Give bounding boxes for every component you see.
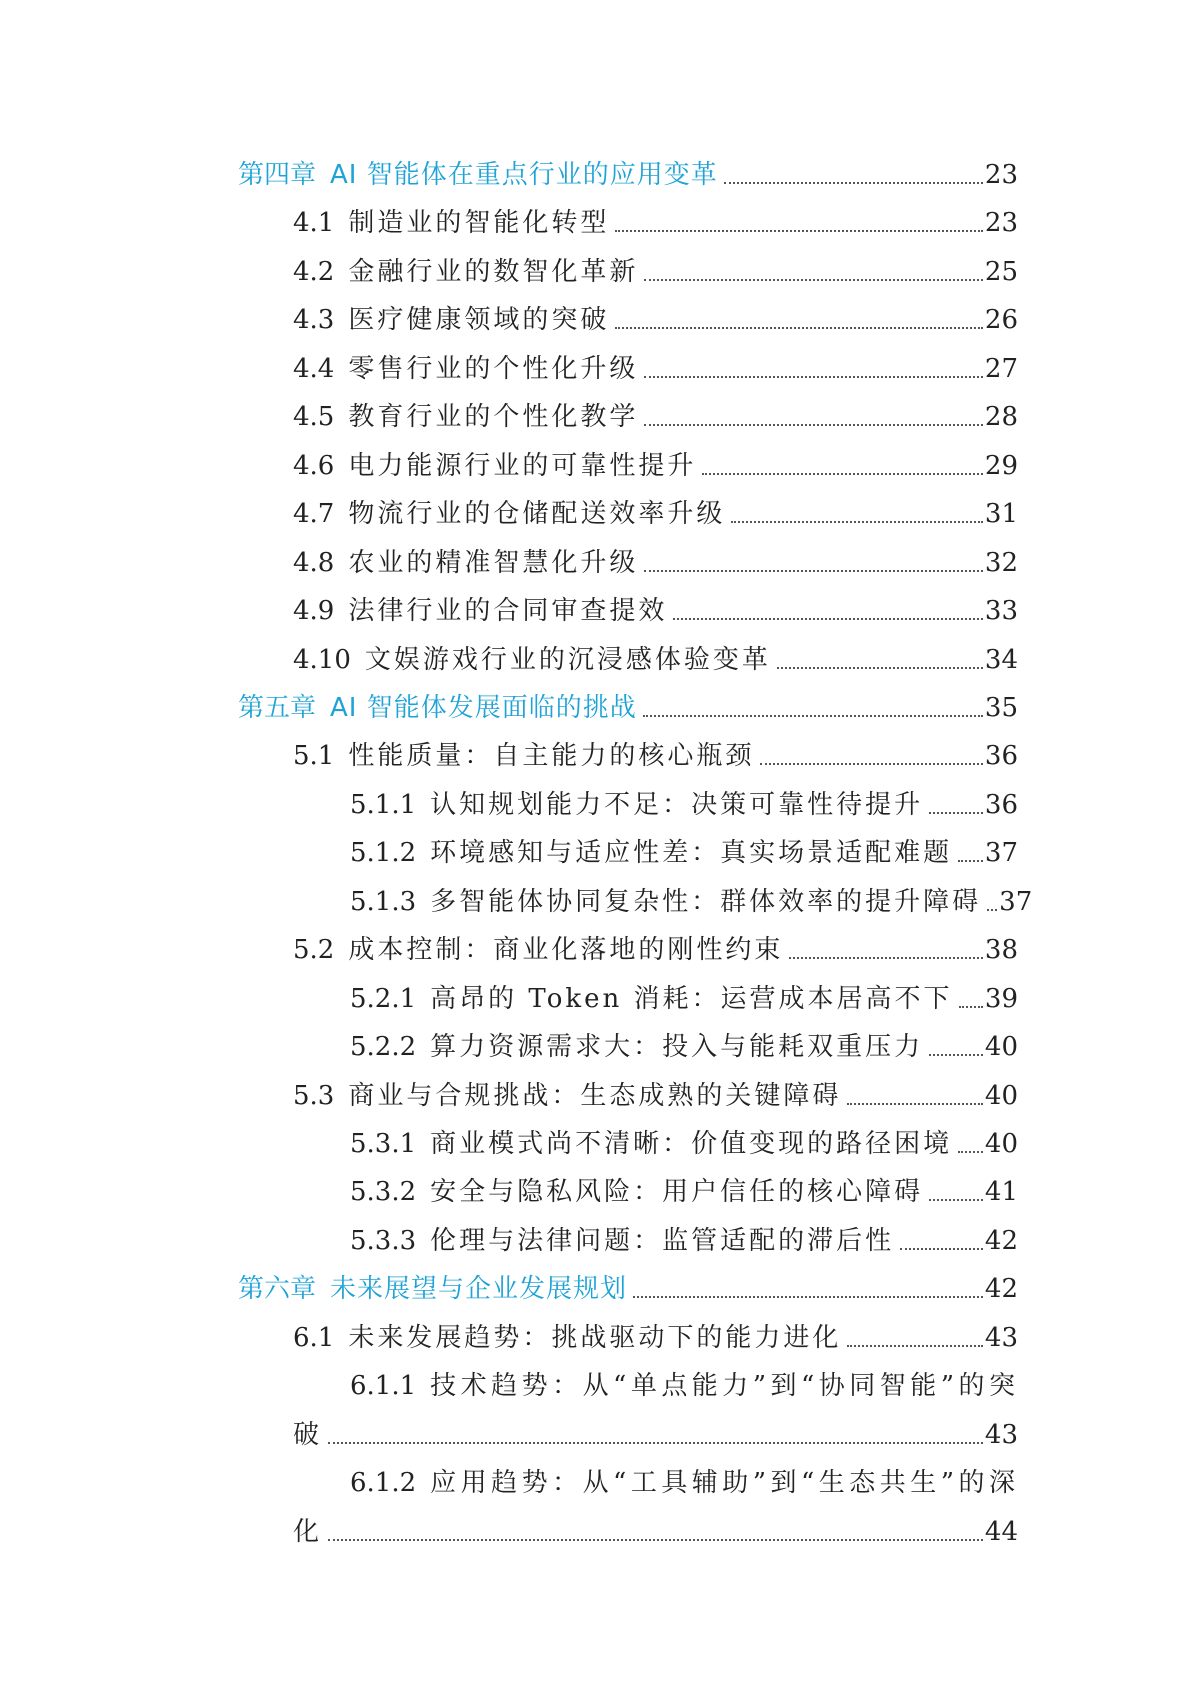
toc-entry-number: 4.4 [293,353,335,384]
toc-entry-21[interactable] [350,1127,1018,1161]
toc-page-number: 40 [984,1032,1018,1063]
toc-entry-title: 成本控制：商业化落地的刚性约束 [348,935,784,966]
toc-entry-6-1-2[interactable] [350,1466,1018,1500]
toc-entry-number: 6.1 [293,1322,335,1353]
toc-chapter-1[interactable] [238,158,1018,192]
toc-entry-title: AI 智能体在重点行业的应用变革 [330,160,718,190]
toc-entry-label [293,1321,841,1355]
toc-entry-title: 环境感知与适应性差：真实场景适配难题 [430,838,953,869]
toc-page-number: 36 [984,741,1018,772]
toc-entry-title: 电力能源行业的可靠性提升 [348,450,697,481]
toc-entry-5[interactable] [293,352,1018,386]
toc-entry-continuation[interactable] [293,1418,1018,1452]
toc-entry-title: 未来展望与企业发展规划 [330,1274,628,1305]
toc-entry-title: AI 智能体发展面临的挑战 [330,692,637,723]
toc-page-number: 43 [984,1322,1018,1353]
dot-leader [328,1539,983,1541]
dot-leader [987,909,997,911]
toc-entry-number: 4.1 [293,208,335,239]
toc-entry-title: 算力资源需求大：投入与能耗双重压力 [430,1032,924,1063]
toc-entry-label [350,982,953,1016]
toc-entry-9[interactable] [293,546,1018,580]
toc-entry-2[interactable] [293,206,1018,240]
toc-entry-label [293,255,638,289]
toc-page-number: 27 [984,353,1018,384]
toc-entry-11[interactable] [293,643,1018,677]
dot-leader [644,376,983,378]
toc-page-number: 35 [984,692,1018,723]
toc-entry-label [293,400,638,434]
toc-entry-label [238,158,718,192]
toc-page-number: 25 [984,256,1018,287]
toc-entry-label [350,1127,952,1161]
dot-leader [929,1054,983,1056]
toc-page-number: 42 [984,1225,1018,1256]
toc-entry-label [350,1030,923,1064]
dot-leader [615,230,983,232]
dot-leader [929,812,983,814]
toc-entry-number: 4.5 [293,402,335,433]
toc-entry-22[interactable] [350,1175,1018,1209]
toc-page-number: 40 [984,1080,1018,1111]
toc-entry-number: 4.2 [293,256,335,287]
toc-entry-6-1-1[interactable] [350,1369,1018,1403]
toc-entry-13[interactable] [293,739,1018,773]
toc-entry-label [293,739,754,773]
dot-leader [959,1006,983,1008]
toc-entry-label [350,1224,894,1258]
toc-entry-title: 制造业的智能化转型 [348,208,610,239]
toc-entry-4[interactable] [293,303,1018,337]
toc-entry-number: 5.3.1 [350,1129,417,1159]
toc-chapter-12[interactable] [238,691,1018,725]
dot-leader [702,473,983,475]
toc-entry-14[interactable] [350,788,1018,822]
toc-entry-title-line [350,1369,1018,1403]
toc-entry-6[interactable] [293,400,1018,434]
toc-entry-title: 技术趋势：从“单点能力”到“协同智能”的突 [430,1371,1018,1402]
toc-entry-continuation[interactable] [293,1515,1018,1549]
toc-entry-title: 农业的精准智慧化升级 [348,547,639,578]
toc-entry-number: 5.2 [293,935,335,966]
toc-entry-title: 应用趋势：从“工具辅助”到“生态共生”的深 [430,1468,1018,1499]
dot-leader [777,667,983,669]
toc-page-number: 23 [984,208,1018,239]
dot-leader [847,1103,983,1105]
dot-leader [644,570,983,572]
toc-entry-title: 伦理与法律问题：监管适配的滞后性 [430,1225,895,1256]
toc-page-number: 39 [984,983,1018,1014]
toc-entry-number: 5.1.1 [350,789,417,820]
toc-entry-label [293,546,638,580]
toc-page-number: 32 [984,547,1018,578]
toc-entry-label [293,449,696,483]
toc-entry-18[interactable] [350,982,1018,1016]
toc-entry-title: 零售行业的个性化升级 [348,353,639,384]
toc-entry-label [293,497,725,531]
dot-leader [644,279,983,281]
dot-leader [847,1345,983,1347]
toc-entry-title: 物流行业的仓储配送效率升级 [348,499,726,530]
toc-entry-number: 6.1.2 [350,1468,417,1499]
toc-entry-label [293,352,638,386]
toc-page-number: 23 [984,160,1018,190]
toc-entry-16[interactable] [350,885,1033,919]
toc-entry-15[interactable] [350,836,1018,870]
toc-page-number: 36 [984,789,1018,820]
dot-leader [328,1442,983,1444]
toc-entry-title: 认知规划能力不足：决策可靠性待提升 [430,789,924,820]
toc-entry-label [350,788,923,822]
toc-entry-title: 性能质量：自主能力的核心瓶颈 [348,741,755,772]
toc-page-number: 38 [984,935,1018,966]
toc-page-number: 37 [999,886,1033,917]
dot-leader [673,618,983,620]
toc-entry-title: 教育行业的个性化教学 [348,402,639,433]
dot-leader [789,957,983,959]
toc-entry-title: 文娱游戏行业的沉浸感体验变革 [364,644,771,675]
toc-entry-label [238,691,637,725]
dot-leader [731,521,983,523]
toc-entry-8[interactable] [293,497,1018,531]
toc-entry-label [238,1272,627,1306]
toc-entry-number: 5.2.1 [350,983,417,1014]
toc-entry-number: 4.3 [293,305,335,336]
toc-entry-title: 未来发展趋势：挑战驱动下的能力进化 [348,1322,842,1353]
toc-page-number: 43 [984,1419,1018,1450]
toc-entry-25[interactable] [293,1321,1018,1355]
toc-entry-label [350,1175,923,1209]
toc-entry-label [350,836,952,870]
toc-entry-number: 5.1.2 [350,838,417,869]
toc-entry-title-continuation: 化 [293,1516,323,1547]
toc-entry-20[interactable] [293,1079,1018,1113]
dot-leader [615,327,983,329]
toc-entry-label [293,933,783,967]
toc-entry-title: 高昂的 Token 消耗：运营成本居高不下 [430,983,953,1014]
toc-entry-label [293,594,667,628]
toc-entry-title: 商业模式尚不清晰：价值变现的路径困境 [430,1129,953,1159]
toc-page-number: 40 [984,1129,1018,1159]
toc-entry-7[interactable] [293,449,1018,483]
toc-page-number: 44 [984,1516,1018,1547]
toc-entry-number: 第四章 [238,160,317,190]
toc-page-number: 34 [984,644,1018,675]
toc-page-number: 33 [984,596,1018,627]
toc-entry-title: 安全与隐私风险：用户信任的核心障碍 [430,1177,924,1208]
dot-leader [643,715,983,717]
toc-page-number: 41 [984,1177,1018,1208]
dot-leader [724,182,983,184]
toc-entry-title: 法律行业的合同审查提效 [348,596,668,627]
toc-entry-10[interactable] [293,594,1018,628]
toc-entry-number: 5.2.2 [350,1032,417,1063]
toc-entry-number: 4.8 [293,547,335,578]
dot-leader [958,1151,983,1153]
dot-leader [633,1296,983,1298]
toc-page-number: 42 [984,1274,1018,1305]
toc-entry-number: 4.10 [293,644,351,675]
toc-entry-label [293,303,609,337]
toc-entry-title: 医疗健康领域的突破 [348,305,610,336]
toc-entry-title: 多智能体协同复杂性：群体效率的提升障碍 [430,886,982,917]
toc-entry-number: 6.1.1 [350,1371,417,1402]
dot-leader [900,1248,983,1250]
toc-entry-title-line [350,1466,1018,1500]
dot-leader [958,860,983,862]
toc-page-number: 37 [984,838,1018,869]
toc-entry-number: 4.7 [293,499,335,530]
toc-entry-title: 商业与合规挑战：生态成熟的关键障碍 [348,1080,842,1111]
toc-page-number: 31 [984,499,1018,530]
toc-entry-number: 5.1 [293,741,335,772]
toc-chapter-24[interactable] [238,1272,1018,1306]
toc-entry-number: 第五章 [238,692,317,723]
toc-entry-label [293,643,771,677]
toc-entry-19[interactable] [350,1030,1018,1064]
toc-entry-23[interactable] [350,1224,1018,1258]
toc-entry-number: 5.3.2 [350,1177,417,1208]
toc-entry-number: 5.3.3 [350,1225,417,1256]
toc-page-number: 29 [984,450,1018,481]
toc-entry-title-continuation: 破 [293,1419,323,1450]
dot-leader [929,1199,983,1201]
dot-leader [644,424,983,426]
toc-entry-17[interactable] [293,933,1018,967]
toc-entry-number: 5.1.3 [350,886,417,917]
toc-page-number: 26 [984,305,1018,336]
toc-entry-title: 金融行业的数智化革新 [348,256,639,287]
toc-entry-3[interactable] [293,255,1018,289]
dot-leader [760,763,983,765]
toc-entry-label [293,206,609,240]
toc-page-number: 28 [984,402,1018,433]
toc-entry-number: 5.3 [293,1080,335,1111]
toc-entry-label [350,885,981,919]
toc-entry-number: 4.9 [293,596,335,627]
toc-entry-label [293,1079,841,1113]
toc-entry-number: 4.6 [293,450,335,481]
toc-entry-number: 第六章 [238,1274,317,1305]
